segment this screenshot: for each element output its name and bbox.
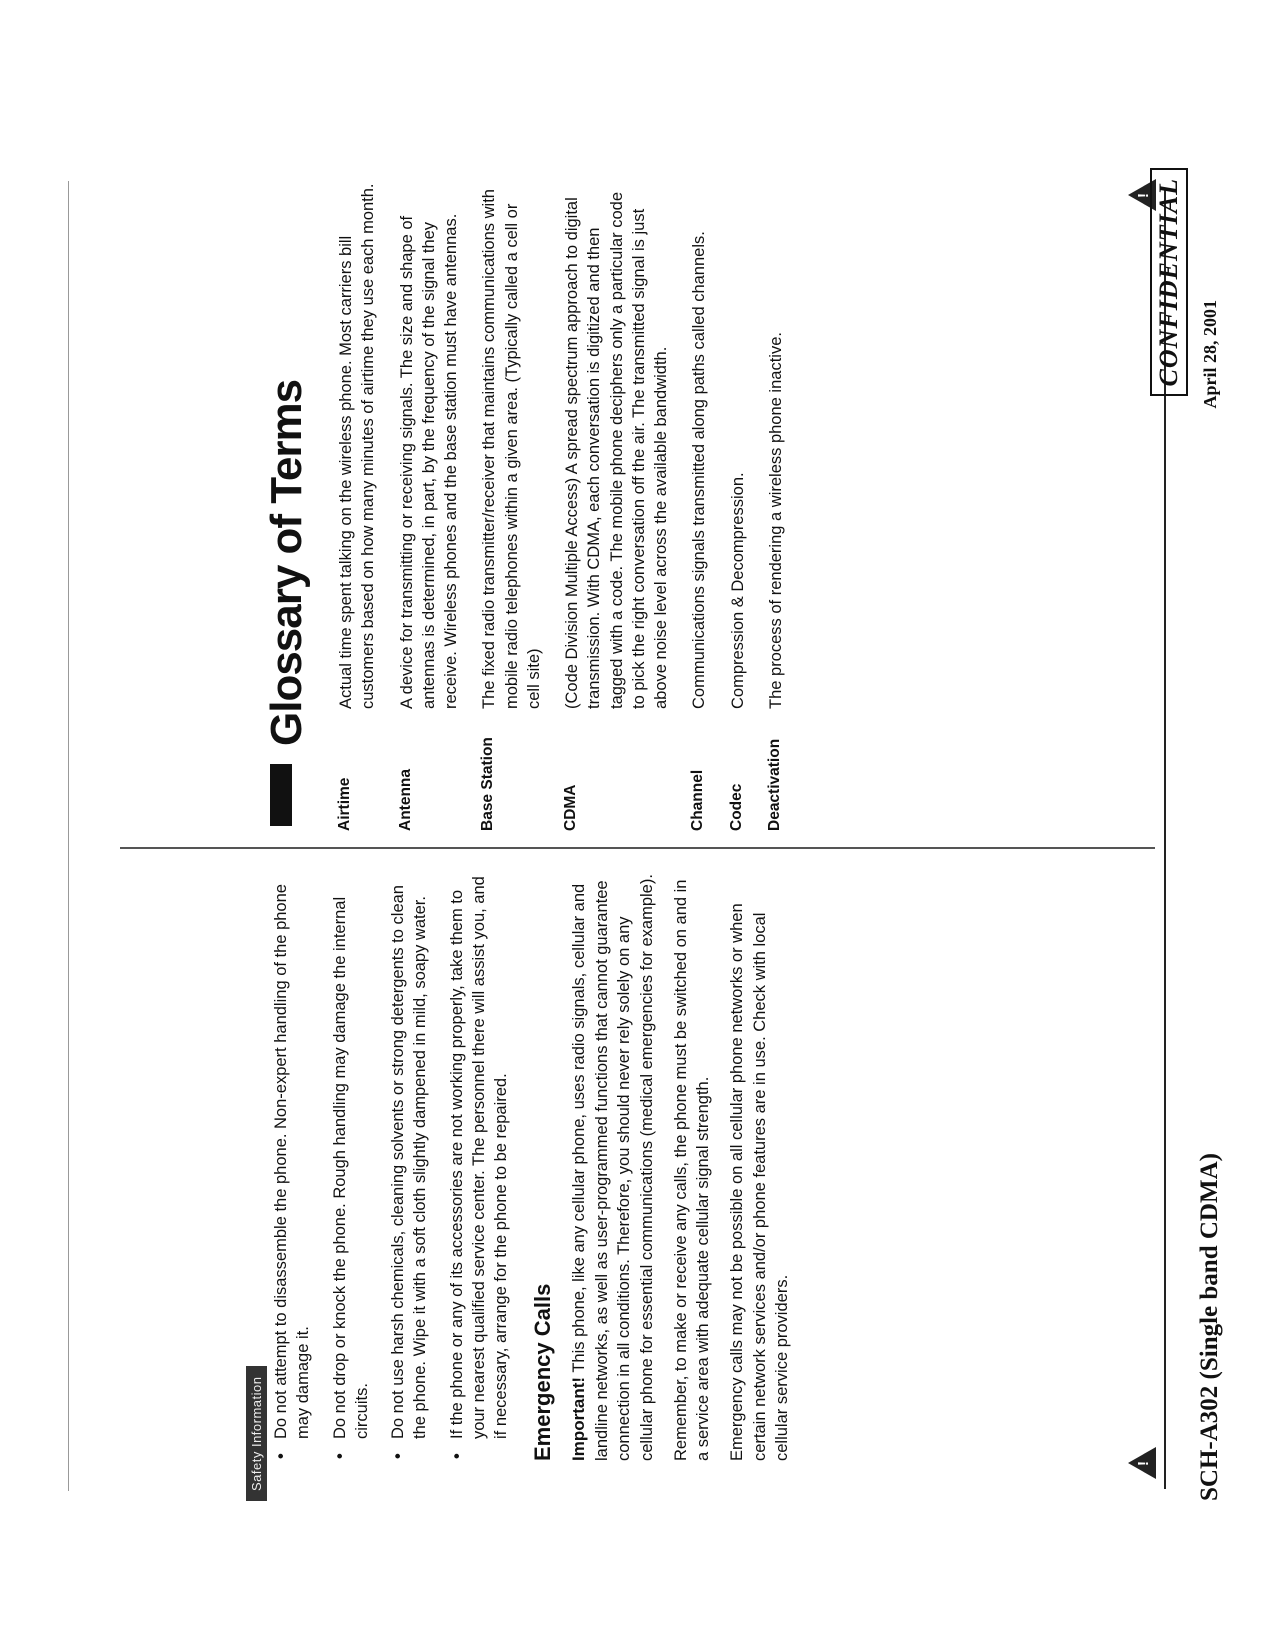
glossary-term: CDMA [562,784,580,831]
model-footer: SCH-A302 (Single band CDMA) [1196,1153,1223,1501]
glossary-definition: A device for transmitting or receiving signals. The size and shape of antennas is determined, in part, by the frequency of the signal they receive. Wireless phones and the base station must have antennas. [397,213,461,709]
glossary-definition: The fixed radio transmitter/receiver that maintains communications with mobile radio telephones within a given area. (Typically called a cell or cell site) [480,189,543,709]
safety-bullet: • If the phone or any of its accessories are not working properly, take them to your nearest qualified service center. The personnel there will assist you, and if necessary, arrange for the phone to be repaired. [446,871,513,1461]
safety-column [270,871,805,1461]
emergency-heading: Emergency Calls [530,1283,556,1461]
safety-bullet: • Do not attempt to disassemble the phone. Non-expert handling of the phone may damage it. [270,871,315,1461]
page-divider [120,847,1155,849]
confidential-stamp: CONFIDENTIAL [1150,168,1188,396]
warning-icon: ! [1128,1447,1156,1479]
emergency-paragraph: Emergency calls may not be possible on all cellular phone networks or when certain network services and/or phone features are in use. Check with local cellular service providers. [728,903,791,1461]
safety-bullet: • Do not drop or knock the phone. Rough handling may damage the internal circuits. [329,871,374,1461]
glossary-term: Deactivation [765,738,783,831]
glossary-entry [727,181,749,831]
date-footer: April 28, 2001 [1200,300,1220,409]
warning-icon: ! [1128,179,1156,211]
safety-tab-label: Safety Information [246,1367,267,1502]
glossary-entry [396,181,463,831]
safety-tab [246,1367,267,1502]
important-note [568,871,658,1461]
glossary-definition: Compression & Decompression. [728,472,747,709]
glossary-definition: Communications signals transmitted along paths called channels. [690,231,709,709]
glossary-term: Channel [689,769,707,831]
glossary-term: Airtime [336,777,353,831]
glossary-entry [478,181,545,831]
glossary-term: Base Station [479,737,497,831]
glossary-definition: (Code Division Multiple Access) A spread spectrum approach to digital transmission. With CDMA, each conversation is digitized and then tagged with a code. The mobile phone deciphers only a particular code to pick the right conversation off the air. The transmitted signal is just above noise level across the available bandwidth. [563,191,671,709]
important-label: Important! [569,1376,589,1461]
glossary-term: Antenna [396,769,414,831]
safety-bullet: • Do not use harsh chemicals, cleaning solvents or strong detergents to clean the phone. Wipe it with a soft cloth slightly dampened in mild, soapy water. [387,871,432,1461]
glossary-entry [561,181,672,831]
glossary-entry [688,181,710,831]
glossary-entry [765,181,787,831]
reminder-paragraph: Remember, to make or receive any calls, the phone must be switched on and in a service area with adequate cellular signal strength. [671,879,713,1461]
glossary-definition: The process of rendering a wireless phone inactive. [766,332,785,709]
glossary-list [335,181,803,831]
top-edge-rule [68,181,69,1491]
glossary-entry [335,181,380,831]
glossary-title: Glossary of Terms [262,379,311,746]
safety-bullet-list [270,871,512,1461]
glossary-definition: Actual time spent talking on the wireless phone. Most carriers bill customers based on how many minutes of airtime they use each month. [337,183,378,709]
important-text: This phone, like any cellular phone, uses radio signals, cellular and landline networks, as well as user-programmed functions that cannot guarantee connection in all conditions. Therefore, you should never rely solely on any cellular phone for essential communications (medical emergencies for example). [570,874,656,1461]
glossary-term: Codec [727,783,745,831]
glossary-marker-bar [270,764,292,826]
